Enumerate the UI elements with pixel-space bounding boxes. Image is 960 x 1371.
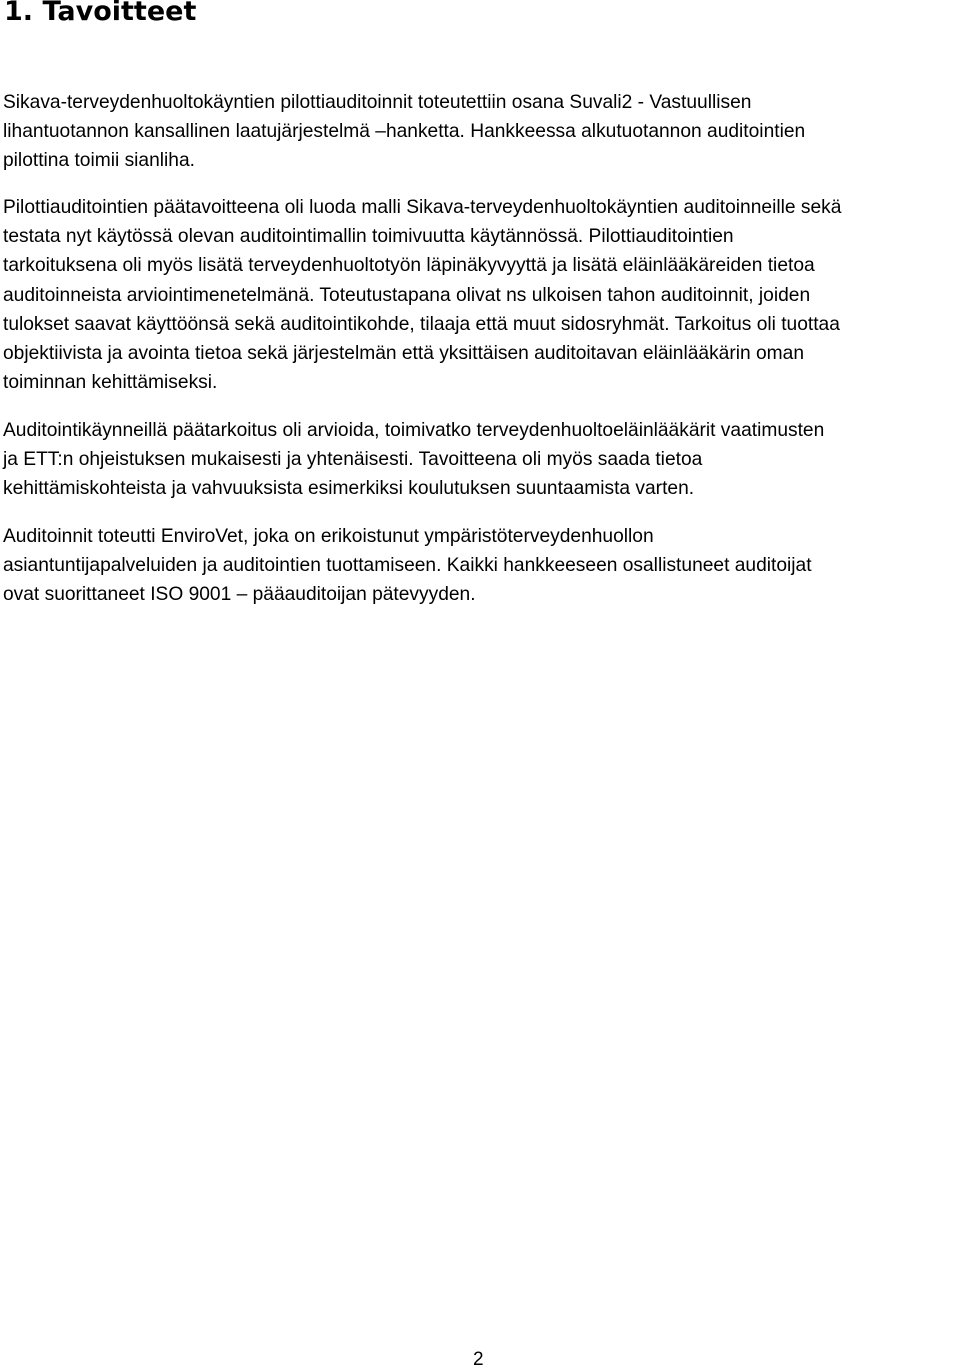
page-number: 2 [473, 1349, 484, 1370]
text-line: lihantuotannon kansallinen laatujärjestelmä –hanketta. Hankkeessa alkutuotannon auditointien [3, 121, 806, 143]
paragraph-purpose [3, 416, 958, 504]
text-line: Auditoinnit toteutti EnviroVet, joka on erikoistunut ympäristöterveydenhuollon [3, 526, 654, 547]
text-line: Sikava-terveydenhuoltokäyntien pilottiauditoinnit toteutettiin osana Suvali2 - Vastuullisen [3, 92, 752, 113]
text-line: tulokset saavat käyttöönsä sekä auditointikohde, tilaaja että muut sidosryhmät. Tarkoitus oli tuottaa [3, 313, 840, 335]
text-line: asiantuntijapalveluiden ja auditointien tuottamiseen. Kaikki hankkeeseen osallistuneet auditoijat [3, 555, 812, 577]
text-line: ja ETT:n ohjeistuksen mukaisesti ja yhtenäisesti. Tavoitteena oli myös saada tietoa [3, 449, 703, 471]
text-line: ovat suorittaneet ISO 9001 – pääauditoijan pätevyyden. [3, 584, 476, 606]
text-line: auditoinneista arviointimenetelmänä. Toteutustapana olivat ns ulkoisen tahon auditoinnit, joiden [3, 284, 811, 306]
text-line: kehittämiskohteista ja vahvuuksista esimerkiksi koulutuksen suuntaamista varten. [3, 478, 695, 500]
text-line: pilottina toimii sianliha. [3, 150, 195, 172]
text-line: Auditointikäynneillä päätarkoitus oli arvioida, toimivatko terveydenhuoltoeläinlääkärit vaatimusten [3, 420, 825, 441]
paragraph-auditors [3, 522, 958, 610]
paragraph-goals [3, 193, 958, 397]
text-line: objektiivista ja avointa tietoa sekä järjestelmän että yksittäisen auditoitavan eläinlääkärin oman [3, 343, 804, 365]
paragraph-intro [3, 88, 958, 176]
text-line: toiminnan kehittämiseksi. [3, 372, 218, 394]
text-line: Pilottiauditointien päätavoitteena oli luoda malli Sikava-terveydenhuoltokäyntien auditoinneille sekä [3, 197, 842, 218]
text-line: testata nyt käytössä olevan auditointimallin toimivuutta käytännössä. Pilottiauditointien [3, 226, 734, 248]
section-heading: 1. Tavoitteet [4, 0, 197, 27]
text-line: tarkoituksena oli myös lisätä terveydenhuoltotyön läpinäkyvyyttä ja lisätä eläinlääkäreiden tietoa [3, 255, 815, 277]
